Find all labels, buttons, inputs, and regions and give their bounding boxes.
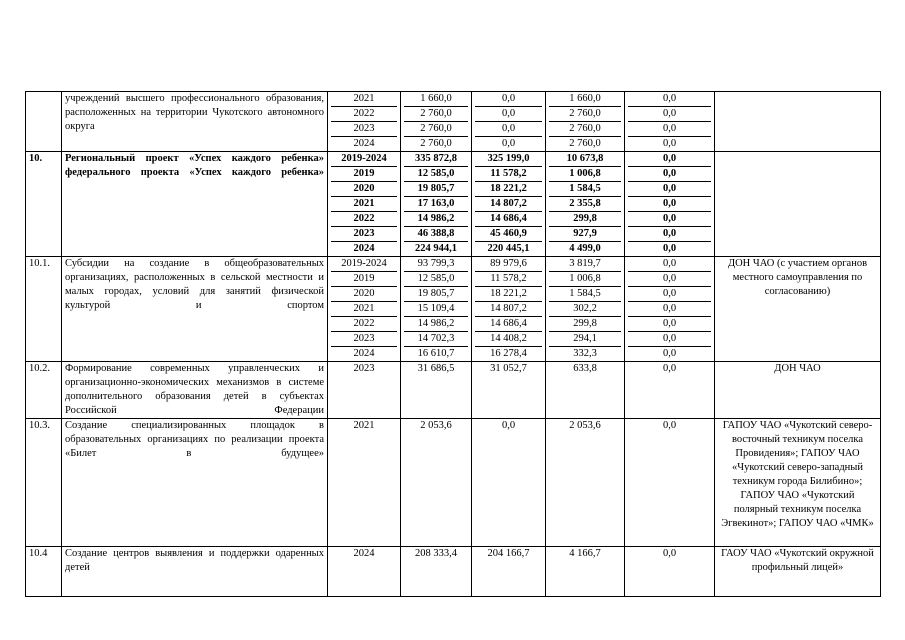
federal-cell: 0,0 (501, 138, 516, 149)
total-cell: 12 585,0 (404, 272, 468, 287)
year-cell: 2019 (331, 167, 397, 182)
other-cell: 0,0 (628, 332, 711, 347)
federal-cell: 31 052,7 (490, 363, 527, 374)
responsible-executor: ГАОУ ЧАО «Чукотский окружной профильный лицей» (715, 547, 881, 597)
total-cell: 2 760,0 (404, 122, 468, 137)
total-cell: 16 610,7 (417, 348, 455, 359)
total-cell: 2 053,6 (420, 420, 452, 431)
other-cell: 0,0 (628, 197, 711, 212)
other-cell: 0,0 (628, 257, 711, 272)
federal-cell: 89 979,6 (475, 257, 542, 272)
years-column-cell (328, 419, 401, 547)
c2-column-cell (472, 152, 546, 257)
year-cell: 2021 (331, 197, 397, 212)
total-cell: 1 660,0 (404, 92, 468, 107)
c3-column-cell (546, 92, 625, 152)
federal-cell: 14 408,2 (475, 332, 542, 347)
federal-cell: 14 686,4 (475, 317, 542, 332)
responsible-executor (715, 152, 881, 257)
row-number: 10.2. (26, 362, 62, 419)
regional-cell: 1 584,5 (549, 182, 621, 197)
federal-cell: 220 445,1 (487, 243, 530, 254)
regional-cell: 3 819,7 (549, 257, 621, 272)
regional-cell: 10 673,8 (549, 152, 621, 167)
other-cell: 0,0 (628, 272, 711, 287)
row-number: 10. (26, 152, 62, 257)
row-description: учреждений высшего профессионального образования, расположенных на территории Чукотского автономного округа (62, 92, 328, 152)
c3-column-cell (546, 547, 625, 597)
responsible-executor: ДОН ЧАО (с участием органов местного самоуправления по согласованию) (715, 257, 881, 362)
other-cell: 0,0 (628, 152, 711, 167)
regional-cell: 2 053,6 (569, 420, 601, 431)
total-column-cell (401, 362, 472, 419)
total-cell: 17 163,0 (404, 197, 468, 212)
year-cell: 2019 (331, 272, 397, 287)
other-cell: 0,0 (662, 138, 677, 149)
other-cell: 0,0 (628, 122, 711, 137)
regional-cell: 1 006,8 (549, 272, 621, 287)
total-cell: 15 109,4 (404, 302, 468, 317)
c2-column-cell (472, 257, 546, 362)
table-row (26, 92, 881, 152)
c4-column-cell (625, 419, 715, 547)
c3-column-cell (546, 152, 625, 257)
row-description: Региональный проект «Успех каждого ребенка» федерального проекта «Успех каждого ребенка» (62, 152, 328, 257)
row-description: Формирование современных управленческих и организационно-экономических механизмов в системе дополнительного образования детей в субъектах Российской Федерации (62, 362, 328, 419)
year-cell: 2021 (331, 302, 397, 317)
regional-cell: 927,9 (549, 227, 621, 242)
c4-column-cell (625, 362, 715, 419)
year-cell: 2024 (353, 348, 375, 359)
federal-cell: 11 578,2 (475, 272, 542, 287)
row-description: Субсидии на создание в общеобразовательных организациях, расположенных в сельской местности и малых городах, условий для занятий физической культурой и спортом (62, 257, 328, 362)
total-cell: 14 702,3 (404, 332, 468, 347)
other-cell: 0,0 (628, 167, 711, 182)
year-cell: 2023 (353, 363, 375, 374)
regional-cell: 2 355,8 (549, 197, 621, 212)
federal-cell: 0,0 (501, 420, 516, 431)
other-cell: 0,0 (628, 317, 711, 332)
regional-cell: 4 499,0 (569, 243, 601, 254)
table-row (26, 257, 881, 362)
row-description: Создание специализированных площадок в образовательных организациях по реализации проекта «Билет в будущее» (62, 419, 328, 547)
federal-cell: 14 807,2 (475, 197, 542, 212)
other-cell: 0,0 (628, 92, 711, 107)
c2-column-cell (472, 419, 546, 547)
total-cell: 93 799,3 (404, 257, 468, 272)
row-number: 10.3. (26, 419, 62, 547)
regional-cell: 299,8 (549, 317, 621, 332)
c4-column-cell (625, 92, 715, 152)
total-cell: 19 805,7 (404, 182, 468, 197)
year-cell: 2019-2024 (331, 152, 397, 167)
other-cell: 0,0 (628, 107, 711, 122)
years-column-cell (328, 257, 401, 362)
other-cell: 0,0 (662, 363, 677, 374)
regional-cell: 299,8 (549, 212, 621, 227)
year-cell: 2024 (353, 138, 375, 149)
regional-cell: 294,1 (549, 332, 621, 347)
total-cell: 208 333,4 (415, 548, 457, 559)
federal-cell: 0,0 (475, 107, 542, 122)
c4-column-cell (625, 152, 715, 257)
total-cell: 335 872,8 (404, 152, 468, 167)
row-number: 10.1. (26, 257, 62, 362)
regional-cell: 4 166,7 (569, 548, 601, 559)
other-cell: 0,0 (628, 182, 711, 197)
other-cell: 0,0 (628, 212, 711, 227)
other-cell: 0,0 (662, 548, 677, 559)
total-column-cell (401, 257, 472, 362)
year-cell: 2020 (331, 287, 397, 302)
row-description: Создание центров выявления и поддержки одаренных детей (62, 547, 328, 597)
table-row (26, 152, 881, 257)
federal-cell: 325 199,0 (475, 152, 542, 167)
year-cell: 2021 (331, 92, 397, 107)
regional-cell: 2 760,0 (549, 107, 621, 122)
year-cell: 2023 (331, 227, 397, 242)
total-cell: 2 760,0 (404, 107, 468, 122)
total-cell: 2 760,0 (420, 138, 452, 149)
regional-cell: 2 760,0 (569, 138, 601, 149)
c2-column-cell (472, 547, 546, 597)
federal-cell: 45 460,9 (475, 227, 542, 242)
federal-cell: 14 807,2 (475, 302, 542, 317)
c3-column-cell (546, 362, 625, 419)
year-cell: 2023 (331, 122, 397, 137)
federal-cell: 18 221,2 (475, 182, 542, 197)
c4-column-cell (625, 257, 715, 362)
table-row (26, 547, 881, 597)
federal-cell: 14 686,4 (475, 212, 542, 227)
years-column-cell (328, 547, 401, 597)
responsible-executor: ДОН ЧАО (715, 362, 881, 419)
years-column-cell (328, 362, 401, 419)
regional-cell: 302,2 (549, 302, 621, 317)
total-column-cell (401, 419, 472, 547)
total-column-cell (401, 92, 472, 152)
years-column-cell (328, 152, 401, 257)
regional-cell: 1 006,8 (549, 167, 621, 182)
year-cell: 2023 (331, 332, 397, 347)
total-cell: 224 944,1 (415, 243, 457, 254)
total-cell: 19 805,7 (404, 287, 468, 302)
federal-cell: 11 578,2 (475, 167, 542, 182)
year-cell: 2020 (331, 182, 397, 197)
year-cell: 2022 (331, 212, 397, 227)
responsible-executor (715, 92, 881, 152)
other-cell: 0,0 (628, 227, 711, 242)
c3-column-cell (546, 257, 625, 362)
total-column-cell (401, 547, 472, 597)
regional-cell: 2 760,0 (549, 122, 621, 137)
total-cell: 14 986,2 (404, 317, 468, 332)
other-cell: 0,0 (662, 243, 677, 254)
c3-column-cell (546, 419, 625, 547)
regional-cell: 1 584,5 (549, 287, 621, 302)
row-number (26, 92, 62, 152)
federal-cell: 0,0 (475, 92, 542, 107)
c4-column-cell (625, 547, 715, 597)
other-cell: 0,0 (628, 287, 711, 302)
federal-cell: 204 166,7 (487, 548, 530, 559)
years-column-cell (328, 92, 401, 152)
total-cell: 12 585,0 (404, 167, 468, 182)
table-row (26, 362, 881, 419)
total-cell: 46 388,8 (404, 227, 468, 242)
year-cell: 2022 (331, 107, 397, 122)
total-cell: 14 986,2 (404, 212, 468, 227)
c2-column-cell (472, 362, 546, 419)
federal-cell: 16 278,4 (490, 348, 527, 359)
other-cell: 0,0 (628, 302, 711, 317)
responsible-executor: ГАПОУ ЧАО «Чукотский северо-восточный техникум поселка Провидения»; ГАПОУ ЧАО «Чукотский северо-западный техникум города Билибино»; ГАПОУ ЧАО «Чукотский полярный техникум поселка Эгвекинот»; ГАПОУ ЧАО «ЧМК» (715, 419, 881, 547)
other-cell: 0,0 (662, 420, 677, 431)
total-column-cell (401, 152, 472, 257)
regional-cell: 1 660,0 (549, 92, 621, 107)
total-cell: 31 686,5 (417, 363, 455, 374)
budget-table (25, 91, 881, 597)
year-cell: 2019-2024 (331, 257, 397, 272)
regional-cell: 332,3 (573, 348, 597, 359)
c2-column-cell (472, 92, 546, 152)
year-cell: 2024 (353, 548, 375, 559)
federal-cell: 18 221,2 (475, 287, 542, 302)
year-cell: 2021 (353, 420, 375, 431)
year-cell: 2022 (331, 317, 397, 332)
table-row (26, 419, 881, 547)
other-cell: 0,0 (662, 348, 677, 359)
year-cell: 2024 (353, 243, 375, 254)
regional-cell: 633,8 (573, 363, 597, 374)
row-number: 10.4 (26, 547, 62, 597)
table-body (26, 92, 881, 597)
federal-cell: 0,0 (475, 122, 542, 137)
